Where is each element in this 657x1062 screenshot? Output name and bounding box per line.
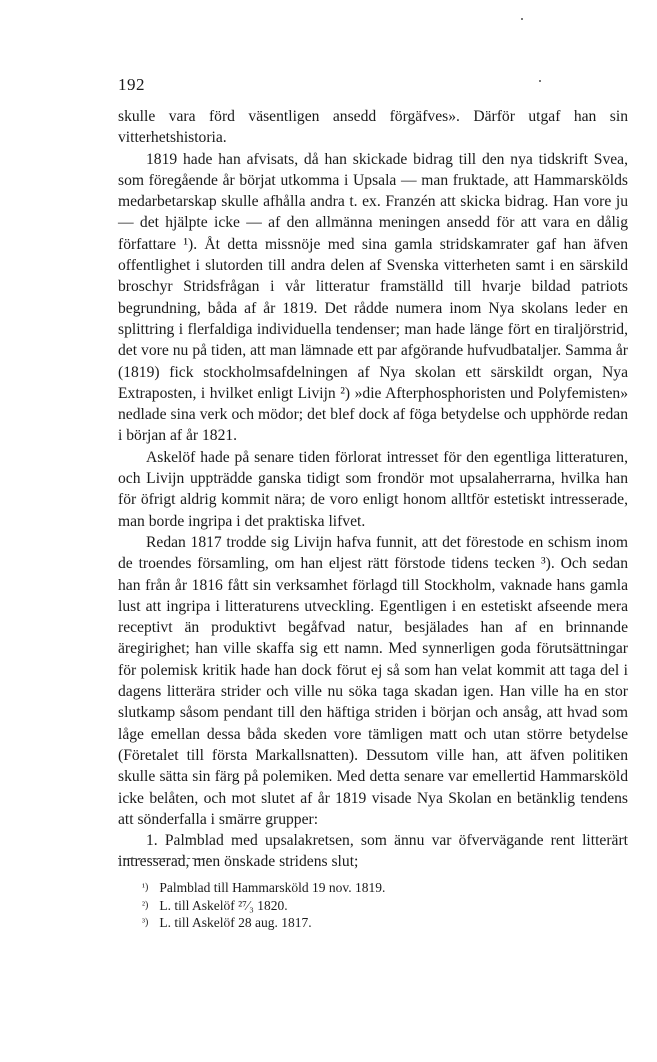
paper-speck (521, 18, 523, 20)
paragraph: Askelöf hade på senare tiden förlorat intresset för den egentliga litteraturen, och Livijn uppträdde ganska tidigt som frondör mot upsalaherrarna, hvilka han för öfrigt aldrig kommit nära; de voro enligt honom alltför estetiskt intresserade, man borde ingripa i det praktiska lifvet. (118, 448, 628, 530)
footnote (142, 914, 542, 932)
footnote-separator (118, 858, 210, 859)
footnote-text: L. till Askelöf 28 aug. 1817. (159, 915, 312, 930)
footnote-text: Palmblad till Hammarsköld 19 nov. 1819. (159, 880, 386, 895)
paper-speck (539, 80, 541, 82)
paragraph: 1819 hade han afvisats, då han skickade bidrag till den nya tidskrift Svea, som föregående år börjat utkomma i Upsala — man fruktade, att Hammarskölds medarbetarskap skulle afhålla andra t. ex. Franzén att skicka bidrag. Han vore ju — det hjälpte icke — af den allmänna meningen ansedd för att vara en dålig författare ¹). Åt detta missnöje med sina gamla stridskamrater gaf han äfven offentlighet i slutorden till andra delen af Svenska vitterheten samt i en särskild broschyr Stridsfrågan i vår litteratur framställd till hvarje bildad patriots begrundning, båda af år 1819. Det rådde numera inom Nya skolans leder en splittring i flerfaldiga individuella tendenser; man hade länge fört en tiraljörstrid, det vore nu på tiden, att man lämnade ett par afgörande hufvudbataljer. Samma år (1819) fick stockholmsafdelningen af Nya skolan ett särskildt organ, Nya Extraposten, i hvilket enligt Livijn ²) »die Afterphosphoristen und Polyfemisten» nedlade sina verk och mödor; det blef dock af föga betydelse och upphörde redan i början af år 1821. (118, 150, 628, 445)
footnote-mark: ²) (142, 899, 149, 911)
footnotes (142, 879, 542, 932)
page-number: 192 (118, 75, 145, 94)
paragraph: 1. Palmblad med upsalakretsen, som ännu var öfvervägande rent litterärt intresserad, men önskade stridens slut; (118, 832, 628, 871)
footnote (142, 879, 542, 897)
footnote-mark: ¹) (142, 882, 149, 893)
footnote-text: L. till Askelöf ²⁷⁄₃ 1820. (159, 897, 288, 913)
footnote (142, 897, 542, 915)
body-text (118, 106, 628, 873)
footnote-mark: ³) (142, 917, 149, 928)
paragraph: Redan 1817 trodde sig Livijn hafva funnit, att det förestode en schism inom de troendes församling, om han eljest rätt förstode tidens tecken ³). Och sedan han från år 1816 fått sin verksamhet förlagd till Stockholm, vaknade hans gamla lust att ingripa i litteraturens utveckling. Egentligen i en estetiskt afseende mera receptivt än produktivt begåfvad natur, besjälades han af en brinnande äregirighet; han ville skaffa sig ett namn. Med synnerligen goda förutsättningar för polemisk kritik hade han dock förut ej så som han velat kommit att taga del i dagens litterära strider och ville nu söka taga skadan igen. Han ville ha en stor slutkamp såsom pendant till den häftiga striden i början och ansåg, att hvad som låge emellan dessa båda skeden vore tämligen matt och utan större betydelse (Företalet till första Markallsnatten). Dessutom ville han, att äfven politiken skulle sätta sin färg på polemiken. Med detta senare var emellertid Hammarsköld icke belåten, och mot slutet af år 1819 visade Nya Skolan en betänklig tendens att sönderfalla i smärre grupper: (118, 533, 628, 828)
paragraph: skulle vara förd väsentligen ansedd förgäfves». Därför utgaf han sin vitterhetshistoria. (118, 108, 628, 147)
